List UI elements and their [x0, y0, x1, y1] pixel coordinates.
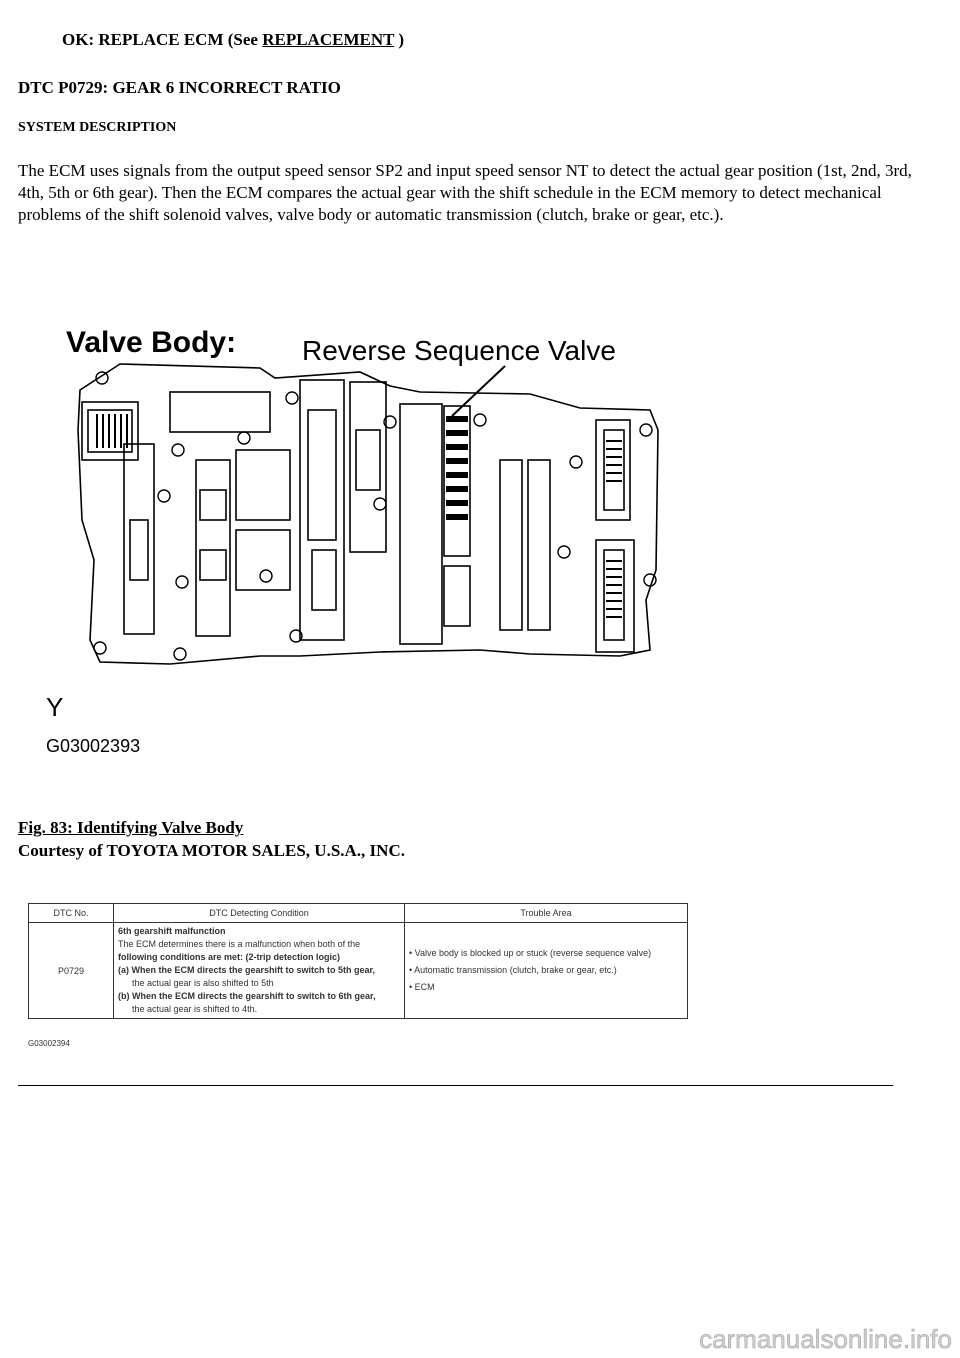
figure-caption: Fig. 83: Identifying Valve Body	[18, 818, 244, 837]
replacement-link[interactable]: REPLACEMENT	[262, 30, 395, 49]
table-header-row	[29, 904, 688, 923]
figure-view-letter: Y	[46, 692, 64, 722]
trouble-item: • Automatic transmission (clutch, brake or gear, etc.)	[409, 965, 617, 975]
courtesy-line: Courtesy of TOYOTA MOTOR SALES, U.S.A., INC.	[18, 841, 405, 860]
header-dtc-no: DTC No.	[29, 904, 114, 923]
table-code: G03002394	[28, 1039, 70, 1048]
trouble-item: • ECM	[409, 982, 435, 992]
system-description: The ECM uses signals from the output speed sensor SP2 and input speed sensor NT to detect the actual gear position (1st, 2nd, 3rd, 4th, 5th or 6th gear). Then the ECM compares the actual gear with the shift schedule in the ECM memory to detect mechanical problems of the shift solenoid valves, valve body or automatic transmission (clutch, brake or gear, etc.).	[18, 161, 912, 224]
callout-leader-line	[452, 366, 505, 416]
ok-replace-ecm-line	[62, 30, 404, 50]
horizontal-rule	[18, 1085, 893, 1086]
cell-detecting-condition	[114, 923, 405, 1019]
bolt-holes	[94, 372, 656, 660]
condition-title: 6th gearshift malfunction	[118, 926, 226, 936]
condition-line: the actual gear is also shifted to 5th	[132, 978, 274, 988]
cell-trouble-area	[405, 923, 688, 1019]
table-row	[29, 923, 688, 1019]
footer-watermark	[0, 1300, 960, 1358]
dtc-table-wrap	[28, 903, 690, 1019]
figure-callout: Reverse Sequence Valve	[302, 335, 616, 366]
dtc-table	[28, 903, 688, 1019]
section-title: SYSTEM DESCRIPTION	[18, 120, 177, 135]
valve-body-drawing	[78, 364, 658, 664]
condition-line: following conditions are met: (2-trip detection logic)	[118, 952, 341, 962]
figure-code: G03002393	[46, 736, 141, 756]
trouble-item: • Valve body is blocked up or stuck (reverse sequence valve)	[409, 948, 652, 958]
dtc-title: DTC P0729: GEAR 6 INCORRECT RATIO	[18, 78, 341, 97]
figure-title: Valve Body:	[66, 326, 237, 359]
condition-line: the actual gear is shifted to 4th.	[132, 1004, 258, 1014]
condition-line: (a) When the ECM directs the gearshift to switch to 5th gear,	[118, 965, 376, 975]
footer-site-text: carmanualsonline.info	[699, 1324, 952, 1354]
cell-dtc-no: P0729	[29, 923, 114, 1019]
header-trouble-area: Trouble Area	[405, 904, 688, 923]
ok-prefix: OK: REPLACE ECM (See	[62, 30, 263, 49]
ok-suffix: )	[394, 30, 405, 49]
valve-body-illustration	[46, 320, 680, 760]
condition-line: The ECM determines there is a malfunction when both of the	[118, 939, 361, 949]
condition-line: (b) When the ECM directs the gearshift to switch to 6th gear,	[118, 991, 376, 1001]
header-detecting-condition: DTC Detecting Condition	[114, 904, 405, 923]
valve-body-figure	[46, 320, 680, 760]
